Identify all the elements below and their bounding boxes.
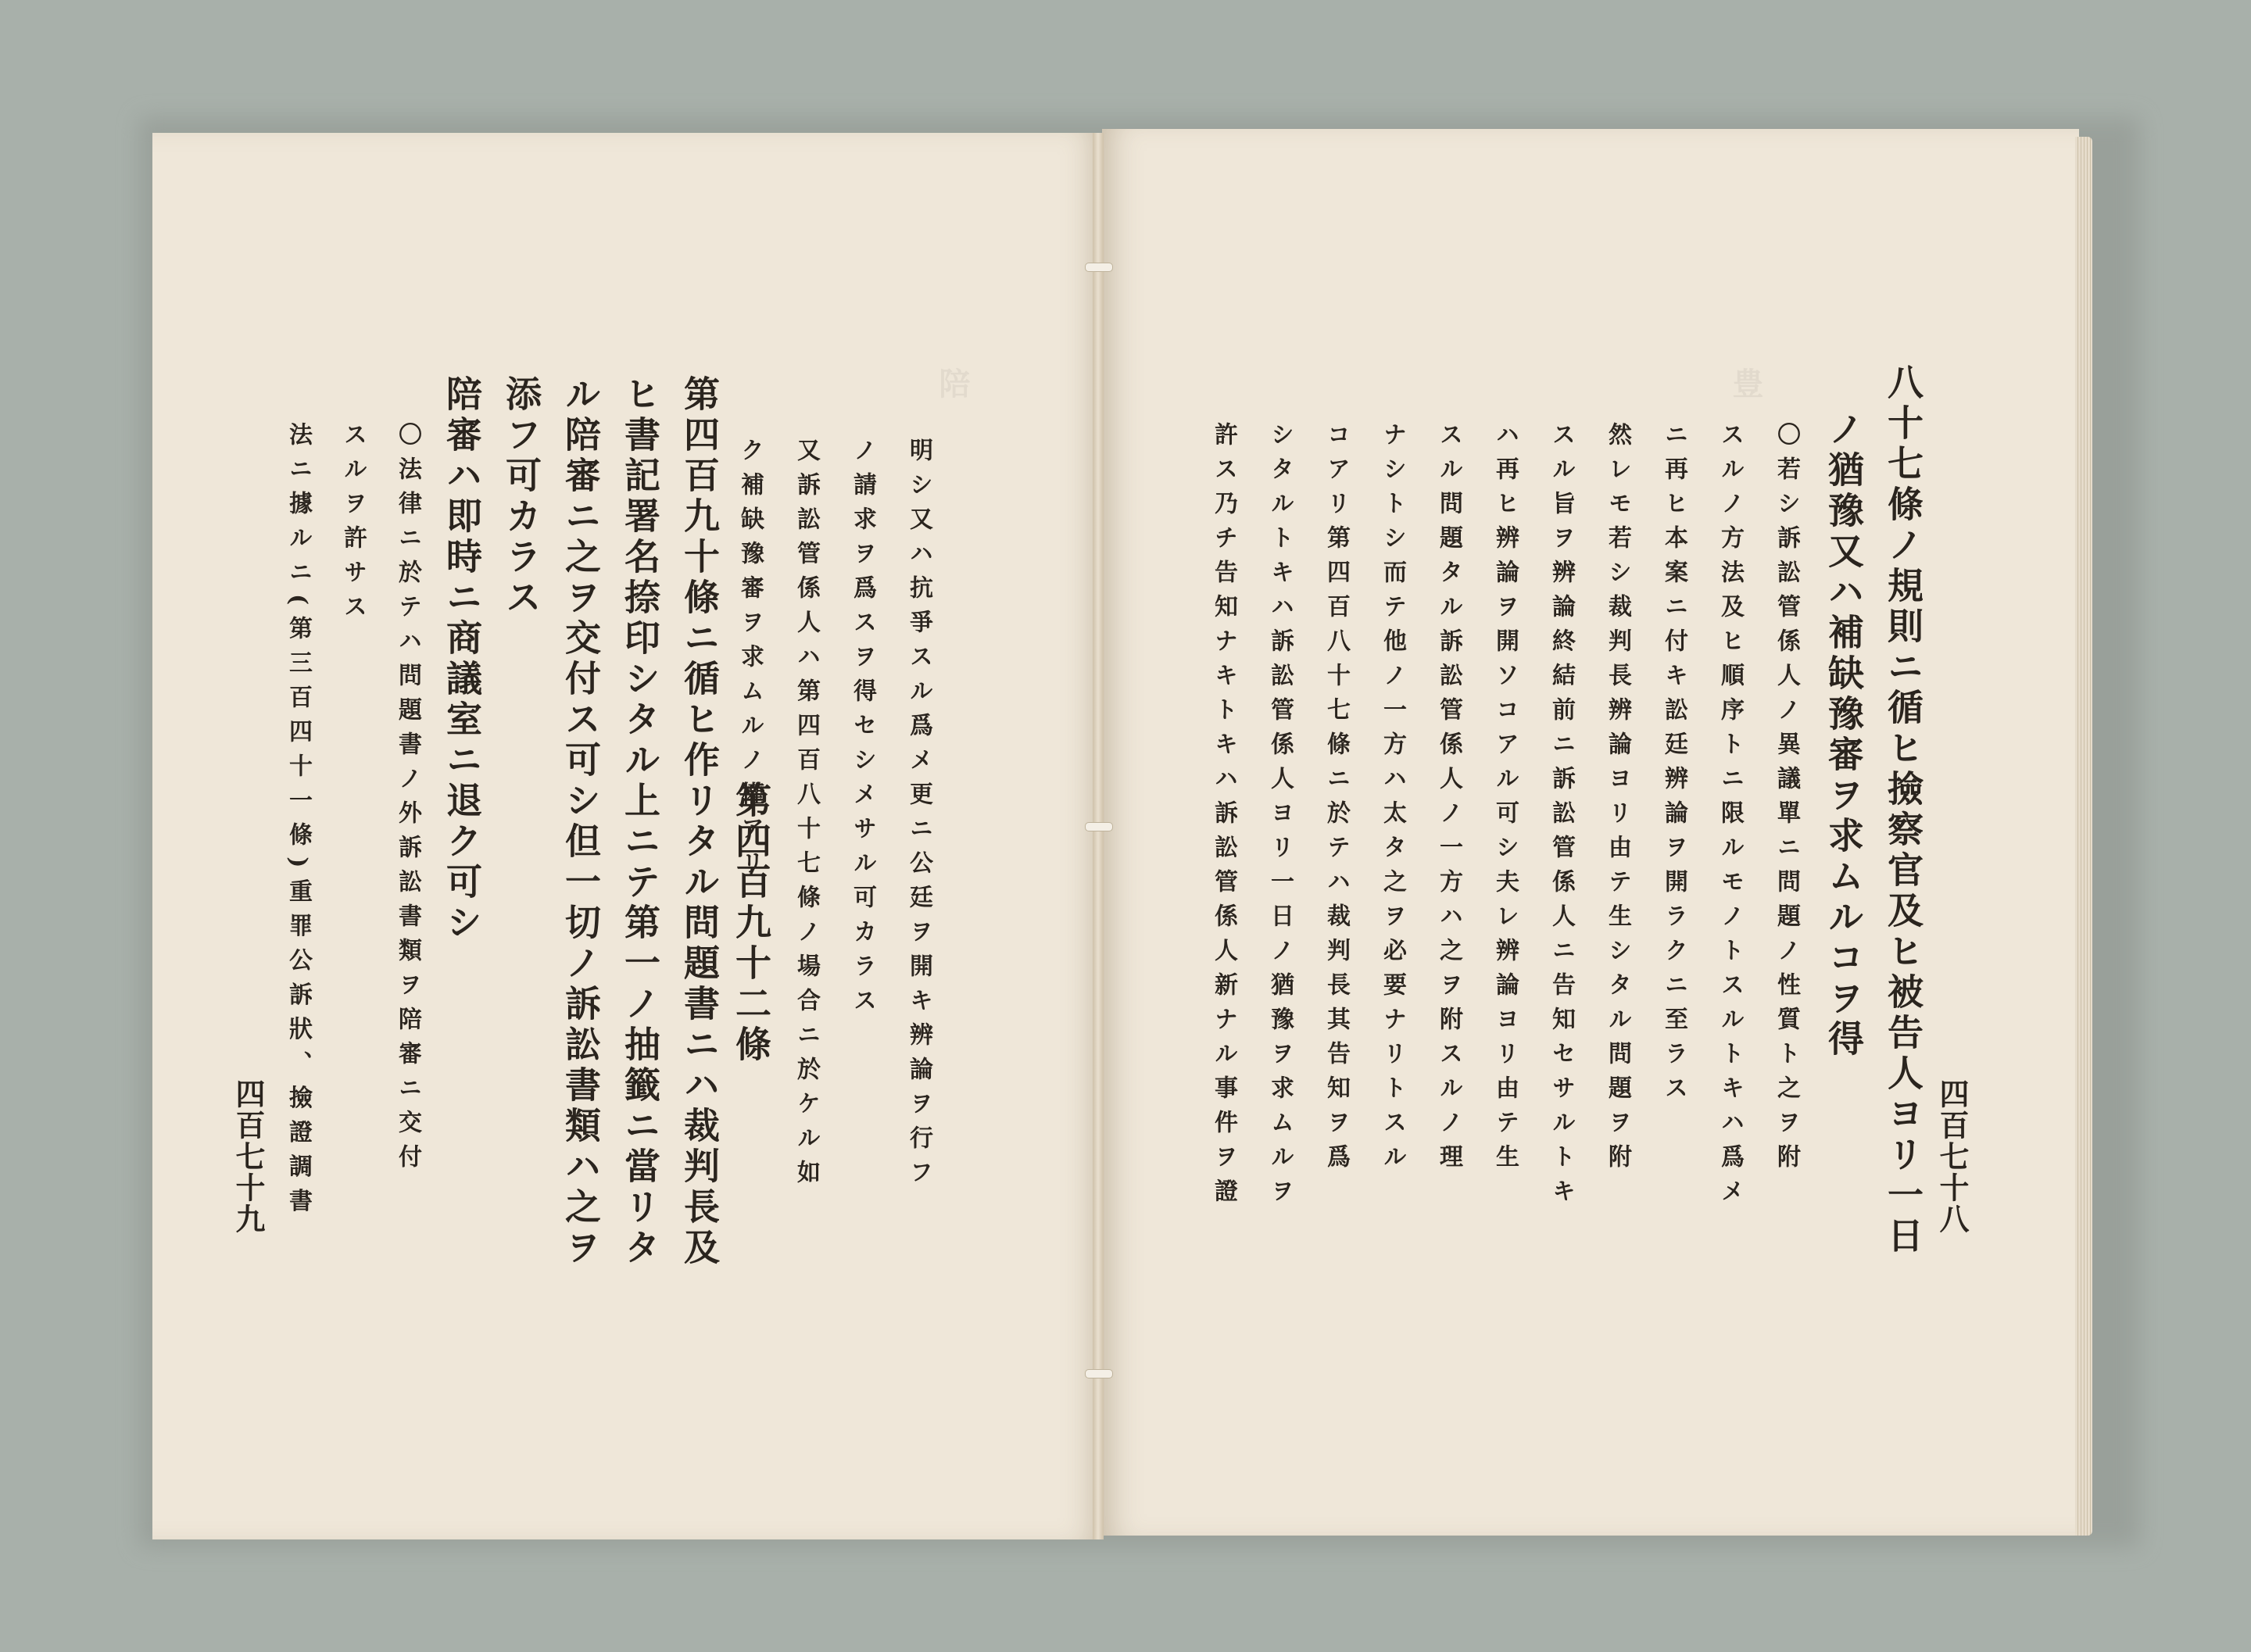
right-page (1102, 129, 2079, 1536)
text-column: ナシトシ而テ他ノ一方ハ太タ之ヲ必要ナリトスル (1379, 422, 1406, 1178)
text-column: 法ニ據ルニ(第三百四十一條)重罪公訴狀、撿證調書 (285, 422, 312, 1223)
text-column: スルノ方法及ヒ順序トニ限ルモノトスルトキハ爲メ (1716, 422, 1744, 1213)
text-column: 許ス乃チ告知ナキトキハ訴訟管係人新ナル事件ヲ證 (1210, 422, 1237, 1213)
text-column: スル問題タル訴訟管係人ノ一方ハ之ヲ附スルノ理 (1435, 422, 1462, 1178)
binding-stitch (1085, 822, 1113, 831)
text-column: 八十七條ノ規則ニ循ヒ撿察官及ヒ被告人ヨリ一日 (1882, 363, 1924, 1257)
text-column: シタルトキハ訴訟管係人ヨリ一日ノ猶豫ヲ求ムルヲ (1266, 422, 1294, 1213)
text-column: スルヲ許サス (339, 422, 367, 628)
text-column: 陪審ハ即時ニ商議室ニ退ク可シ (441, 375, 483, 944)
text-column: スル旨ヲ辨論終結前ニ訴訟管係人ニ告知セサルトキ (1548, 422, 1575, 1213)
text-column: ヒ書記署名捺印シタル上ニテ第一ノ抽籤ニ當リタ (619, 375, 661, 1269)
text-column: 〇若シ訴訟管係人ノ異議單ニ問題ノ性質ト之ヲ附 (1773, 422, 1800, 1178)
text-column: 第四百九十條ニ循ヒ作リタル問題書ニハ裁判長及 (678, 375, 721, 1269)
page-number: 四百七十八 (1934, 1078, 1970, 1235)
text-column: 明シ又ハ抗爭スル爲メ更ニ公廷ヲ開キ辨論ヲ行フ (905, 438, 932, 1194)
book-gutter (1093, 133, 1104, 1539)
text-column: 添フ可カラス (500, 375, 542, 619)
text-column: 又訴訟管係人ハ第四百八十七條ノ場合ニ於ケル如 (793, 438, 820, 1194)
text-column: ハ再ヒ辨論ヲ開ソコアル可シ夫レ辨論ヨリ由テ生 (1491, 422, 1519, 1178)
text-column: コアリ第四百八十七條ニ於テハ裁判長其告知ヲ爲 (1322, 422, 1350, 1178)
text-column: ノ猶豫又ハ補缺豫審ヲ求ムルコヲ得 (1823, 410, 1865, 1060)
text-column: 然レモ若シ裁判長辨論ヨリ由テ生シタル問題ヲ附 (1604, 422, 1631, 1178)
text-column: ク補缺豫審ヲ求ムルノ權アリ (736, 438, 764, 885)
binding-stitch (1085, 263, 1113, 272)
text-column: ノ請求ヲ爲スヲ得セシメサル可カラス (849, 438, 876, 1022)
show-through: 陪 (934, 367, 971, 405)
binding-stitch (1085, 1369, 1113, 1378)
page-stack-edge (2075, 137, 2092, 1536)
text-column: ル陪審ニ之ヲ交付ス可シ但一切ノ訴訟書類ハ之ヲ (560, 375, 602, 1269)
text-column: 〇法律ニ於テハ問題書ノ外訴訟書類ヲ陪審ニ交付 (394, 422, 421, 1178)
article-heading: 第四百九十二條 (730, 781, 772, 1066)
text-column: ニ再ヒ本案ニ付キ訟廷辨論ヲ開ラクニ至ラス (1660, 422, 1687, 1110)
show-through: 豊 (1727, 367, 1764, 405)
page-number: 四百七十九 (231, 1078, 266, 1235)
